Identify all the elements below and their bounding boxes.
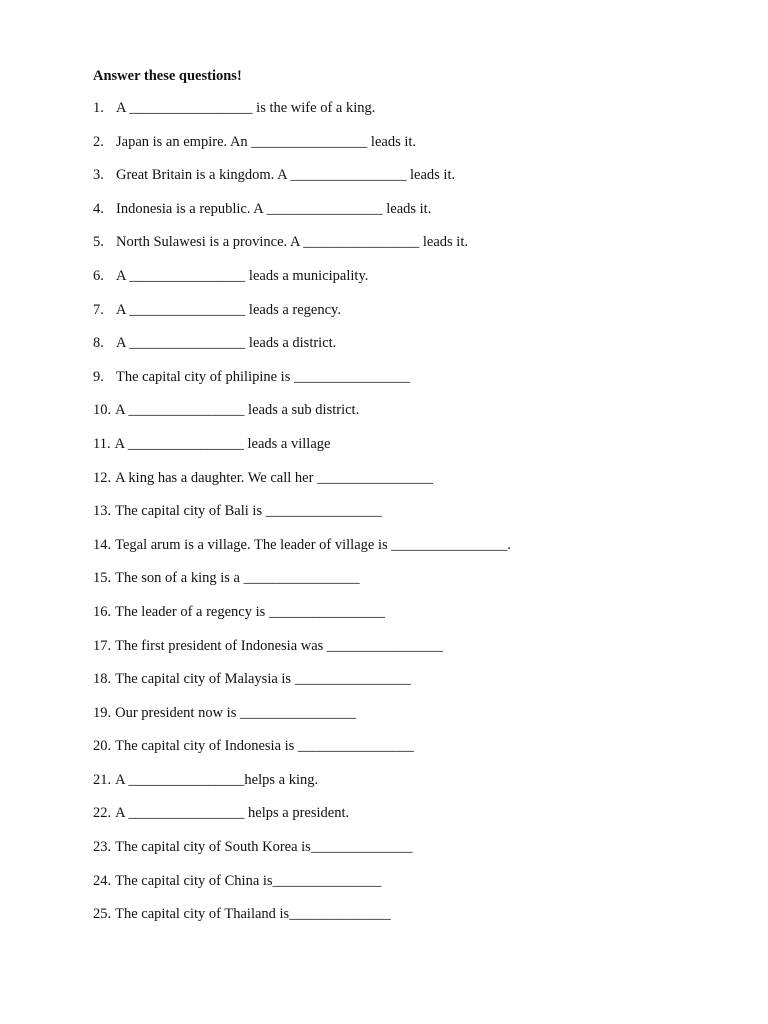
- question-number: 16.: [93, 603, 112, 620]
- question-item: [93, 469, 511, 503]
- question-number: 15.: [93, 570, 112, 587]
- question-item: [93, 637, 511, 671]
- question-item: [93, 334, 511, 368]
- question-number: 8.: [93, 335, 104, 352]
- question-number: 3.: [93, 167, 104, 184]
- question-text: A ________________helps a king.: [115, 771, 319, 788]
- question-text: The capital city of South Korea is______________: [115, 839, 413, 856]
- question-item: [93, 771, 511, 805]
- question-number: 25.: [93, 906, 112, 923]
- question-item: [93, 166, 511, 200]
- question-number: 5.: [93, 234, 104, 251]
- question-number: 13.: [93, 503, 112, 520]
- question-number: 21.: [93, 771, 112, 788]
- question-text: The capital city of Indonesia is ________________: [115, 738, 414, 755]
- question-item: [93, 569, 511, 603]
- question-text: A ________________ leads a regency.: [116, 301, 341, 318]
- question-text: The son of a king is a ________________: [115, 570, 360, 587]
- question-number: 12.: [93, 469, 112, 486]
- question-item: [93, 435, 511, 469]
- question-number: 1.: [93, 100, 104, 116]
- question-item: [93, 301, 511, 335]
- question-text: Our president now is ________________: [115, 704, 356, 721]
- question-number: 14.: [93, 536, 112, 553]
- question-item: [93, 670, 511, 704]
- question-text: Indonesia is a republic. A ________________ leads it.: [116, 200, 432, 217]
- question-number: 19.: [93, 704, 112, 721]
- question-text: The capital city of China is_______________: [115, 872, 382, 889]
- question-item: [93, 872, 511, 906]
- question-item: [93, 737, 511, 771]
- question-number: 6.: [93, 267, 104, 284]
- question-item: [93, 200, 511, 234]
- question-item: [93, 368, 511, 402]
- question-text: A ________________ helps a president.: [115, 805, 350, 822]
- question-text: A ________________ leads a district.: [116, 335, 337, 352]
- question-text: Tegal arum is a village. The leader of village is ________________.: [115, 536, 511, 553]
- question-number: 9.: [93, 368, 104, 385]
- question-text: Great Britain is a kingdom. A ________________ leads it.: [116, 167, 456, 184]
- question-item: [93, 133, 511, 167]
- question-number: 10.: [93, 402, 112, 419]
- question-item: [93, 603, 511, 637]
- question-number: 22.: [93, 805, 112, 822]
- question-item: [93, 401, 511, 435]
- question-item: [93, 704, 511, 738]
- question-item: [93, 905, 511, 939]
- question-text: The leader of a regency is ________________: [115, 603, 385, 620]
- question-number: 17.: [93, 637, 112, 654]
- question-text: The capital city of Thailand is______________: [115, 906, 391, 923]
- question-text: A king has a daughter. We call her ________________: [115, 469, 434, 486]
- question-list: [93, 99, 511, 939]
- question-text: North Sulawesi is a province. A ________________ leads it.: [116, 234, 468, 251]
- question-text: A ________________ leads a sub district.: [115, 402, 360, 419]
- question-text: The first president of Indonesia was ________________: [115, 637, 443, 654]
- question-item: [93, 804, 511, 838]
- question-item: [93, 536, 511, 570]
- question-text: A _________________ is the wife of a king.: [116, 100, 376, 116]
- question-text: The capital city of philipine is ________________: [116, 368, 410, 385]
- question-number: 11.: [93, 435, 111, 452]
- question-number: 18.: [93, 671, 112, 688]
- question-number: 2.: [93, 133, 104, 150]
- worksheet-heading: Answer these questions!: [93, 68, 242, 84]
- question-number: 23.: [93, 839, 112, 856]
- question-item: [93, 233, 511, 267]
- question-text: Japan is an empire. An ________________ leads it.: [116, 133, 417, 150]
- question-text: A ________________ leads a village: [114, 435, 331, 452]
- question-item: [93, 99, 511, 133]
- question-item: [93, 502, 511, 536]
- question-item: [93, 267, 511, 301]
- question-number: 24.: [93, 872, 112, 889]
- question-text: A ________________ leads a municipality.: [116, 267, 369, 284]
- question-text: The capital city of Malaysia is ________________: [115, 671, 411, 688]
- question-number: 4.: [93, 200, 104, 217]
- question-text: The capital city of Bali is ________________: [115, 503, 382, 520]
- question-number: 20.: [93, 738, 112, 755]
- question-item: [93, 838, 511, 872]
- question-number: 7.: [93, 301, 104, 318]
